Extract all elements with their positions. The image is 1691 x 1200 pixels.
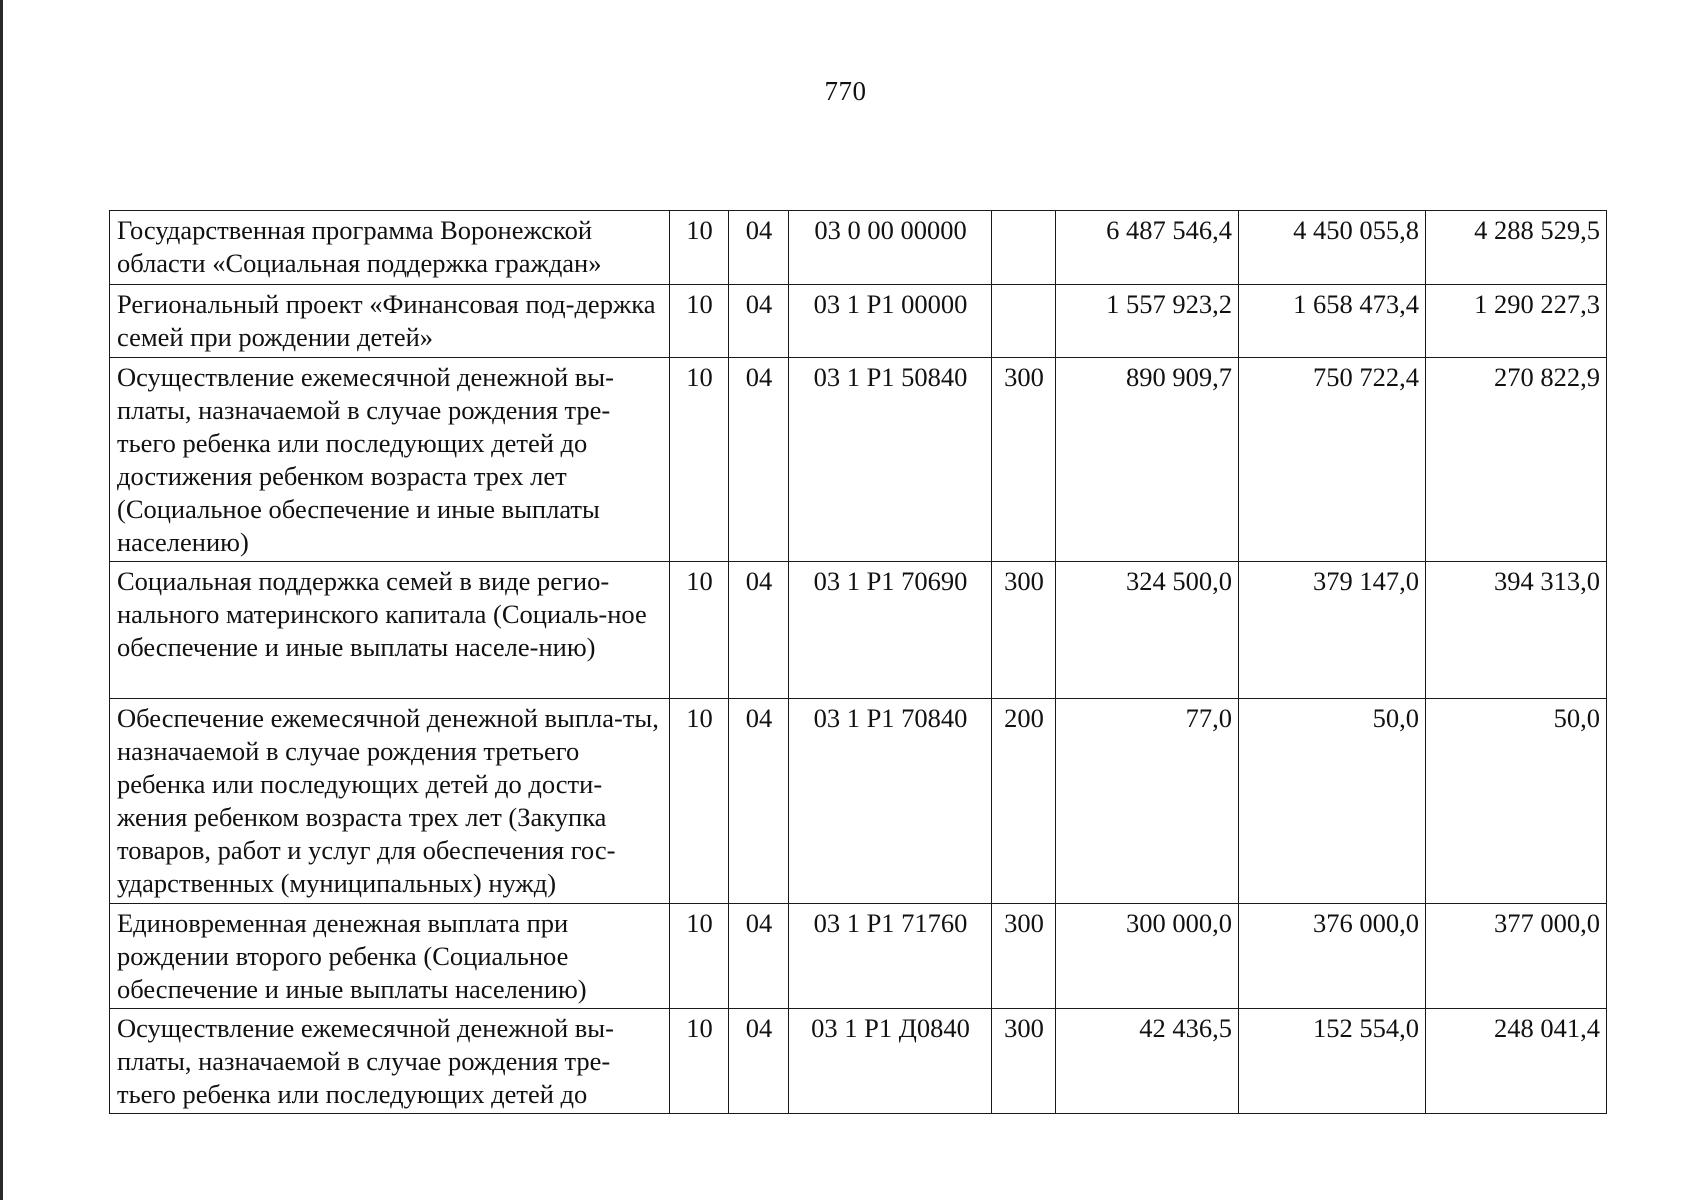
target-article-cell: 03 1 P1 Д0840 xyxy=(789,1009,992,1114)
table-row xyxy=(110,904,1607,1009)
amount-year2-cell: 152 554,0 xyxy=(1239,1009,1426,1114)
row-name-cell: Осуществление ежемесячной денежной вы-платы, назначаемой в случае рождения тре-тьего ребенка или последующих детей до xyxy=(110,1009,670,1114)
target-article-cell: 03 1 P1 00000 xyxy=(789,285,992,358)
table-row xyxy=(110,699,1607,904)
section-code-cell: 10 xyxy=(670,211,729,285)
expense-type-cell: 200 xyxy=(992,699,1056,904)
amount-year3-cell: 270 822,9 xyxy=(1426,358,1607,562)
target-article-cell: 03 0 00 00000 xyxy=(789,211,992,285)
amount-year1-cell: 42 436,5 xyxy=(1056,1009,1239,1114)
expense-type-cell: 300 xyxy=(992,1009,1056,1114)
amount-year1-cell: 77,0 xyxy=(1056,699,1239,904)
amount-year1-cell: 324 500,0 xyxy=(1056,562,1239,699)
expense-type-cell xyxy=(992,211,1056,285)
row-name-cell: Региональный проект «Финансовая под-держка семей при рождении детей» xyxy=(110,285,670,358)
subsection-code-cell: 04 xyxy=(729,285,789,358)
table-row xyxy=(110,1009,1607,1114)
subsection-code-cell: 04 xyxy=(729,904,789,1009)
amount-year1-cell: 6 487 546,4 xyxy=(1056,211,1239,285)
section-code-cell: 10 xyxy=(670,1009,729,1114)
expense-type-cell: 300 xyxy=(992,904,1056,1009)
amount-year2-cell: 379 147,0 xyxy=(1239,562,1426,699)
budget-table xyxy=(109,210,1607,1114)
section-code-cell: 10 xyxy=(670,562,729,699)
subsection-code-cell: 04 xyxy=(729,1009,789,1114)
amount-year3-cell: 1 290 227,3 xyxy=(1426,285,1607,358)
section-code-cell: 10 xyxy=(670,904,729,1009)
amount-year1-cell: 890 909,7 xyxy=(1056,358,1239,562)
amount-year3-cell: 50,0 xyxy=(1426,699,1607,904)
row-name-cell: Осуществление ежемесячной денежной вы-платы, назначаемой в случае рождения тре-тьего ребенка или последующих детей до достижения ребенком возраста трех лет (Социальное обеспечение и иные выплаты населению) xyxy=(110,358,670,562)
subsection-code-cell: 04 xyxy=(729,211,789,285)
table-row xyxy=(110,358,1607,562)
target-article-cell: 03 1 P1 70690 xyxy=(789,562,992,699)
amount-year3-cell: 377 000,0 xyxy=(1426,904,1607,1009)
subsection-code-cell: 04 xyxy=(729,699,789,904)
section-code-cell: 10 xyxy=(670,699,729,904)
subsection-code-cell: 04 xyxy=(729,358,789,562)
amount-year1-cell: 300 000,0 xyxy=(1056,904,1239,1009)
row-name-cell: Государственная программа Воронежской области «Социальная поддержка граждан» xyxy=(110,211,670,285)
row-name-cell: Обеспечение ежемесячной денежной выпла-ты, назначаемой в случае рождения третьего ребенка или последующих детей до дости-жения ребенком возраста трех лет (Закупка товаров, работ и услуг для обеспечения гос-ударственных (муниципальных) нужд) xyxy=(110,699,670,904)
scan-edge xyxy=(0,0,3,1200)
row-name-cell: Единовременная денежная выплата при рождении второго ребенка (Социальное обеспечение и иные выплаты населению) xyxy=(110,904,670,1009)
amount-year2-cell: 4 450 055,8 xyxy=(1239,211,1426,285)
amount-year3-cell: 394 313,0 xyxy=(1426,562,1607,699)
subsection-code-cell: 04 xyxy=(729,562,789,699)
page-number: 770 xyxy=(824,76,867,106)
target-article-cell: 03 1 P1 71760 xyxy=(789,904,992,1009)
target-article-cell: 03 1 P1 70840 xyxy=(789,699,992,904)
expense-type-cell: 300 xyxy=(992,562,1056,699)
target-article-cell: 03 1 P1 50840 xyxy=(789,358,992,562)
amount-year1-cell: 1 557 923,2 xyxy=(1056,285,1239,358)
row-name-cell: Социальная поддержка семей в виде регио-нального материнского капитала (Социаль-ное обеспечение и иные выплаты населе-нию) xyxy=(110,562,670,699)
table-row xyxy=(110,211,1607,285)
section-code-cell: 10 xyxy=(670,285,729,358)
table-row xyxy=(110,562,1607,699)
amount-year3-cell: 248 041,4 xyxy=(1426,1009,1607,1114)
table-row xyxy=(110,285,1607,358)
amount-year2-cell: 1 658 473,4 xyxy=(1239,285,1426,358)
amount-year3-cell: 4 288 529,5 xyxy=(1426,211,1607,285)
amount-year2-cell: 50,0 xyxy=(1239,699,1426,904)
amount-year2-cell: 750 722,4 xyxy=(1239,358,1426,562)
expense-type-cell xyxy=(992,285,1056,358)
section-code-cell: 10 xyxy=(670,358,729,562)
expense-type-cell: 300 xyxy=(992,358,1056,562)
amount-year2-cell: 376 000,0 xyxy=(1239,904,1426,1009)
